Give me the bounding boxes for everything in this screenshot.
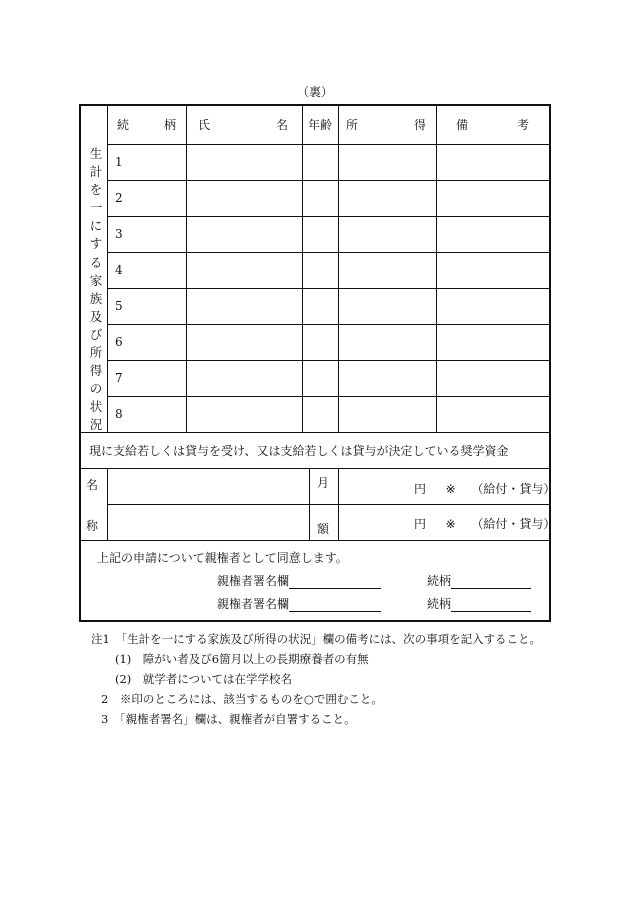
signature-label: 親権者署名欄: [217, 597, 290, 611]
scholarship-amount-label: 月: [317, 476, 330, 490]
scholarship-name-label: 名: [86, 478, 99, 492]
header-income: 所 得: [346, 117, 426, 132]
row-number: 3: [115, 227, 123, 241]
signature-label: 親権者署名欄: [217, 574, 290, 588]
grant-loan-option: （給付・貸与）: [471, 517, 556, 531]
header-age: 年齢: [307, 117, 332, 132]
note-3: 3 「親権者署名」欄は、親権者が自署すること。: [101, 712, 356, 726]
yen-label: 円: [414, 482, 427, 496]
amount-row: [414, 515, 555, 532]
scholarship-name-label: 称: [86, 519, 99, 533]
consent-statement: 上記の申請について親権者として同意します。: [97, 551, 348, 565]
guardian-signature-row: [217, 572, 381, 589]
row-number: 8: [115, 407, 123, 421]
note-1-2: (2) 就学者については在学学校名: [115, 672, 293, 686]
section-rule: [79, 468, 551, 469]
row-number: 5: [115, 299, 123, 313]
amount-row: [414, 480, 555, 497]
relation-field[interactable]: [451, 574, 531, 589]
section-rule: [79, 540, 551, 541]
column-rule: [107, 468, 108, 540]
row-number: 2: [115, 191, 123, 205]
asterisk-mark: ※: [445, 517, 456, 531]
column-rule: [302, 104, 303, 432]
signature-field[interactable]: [289, 574, 381, 589]
family-income-side-label: 生 計 を 一 に す る 家 族 及 び 所 得 の 状 況: [89, 146, 103, 433]
relation-label: 続柄: [427, 574, 452, 588]
guardian-relation-row: [427, 595, 531, 612]
guardian-signature-row: [217, 595, 381, 612]
relation-field[interactable]: [451, 597, 531, 612]
column-rule: [338, 104, 339, 432]
header-remarks: 備 考: [456, 117, 529, 132]
note-2: 2 ※印のところには、該当するものを○で囲むこと。: [101, 692, 383, 706]
header-name: 氏 名: [198, 117, 288, 132]
column-rule: [309, 468, 310, 540]
header-relation: 続 柄: [117, 117, 176, 132]
yen-label: 円: [414, 517, 427, 531]
column-rule: [186, 104, 187, 432]
guardian-relation-row: [427, 572, 531, 589]
row-number: 4: [115, 263, 123, 277]
column-rule: [436, 104, 437, 432]
column-rule: [338, 468, 339, 540]
asterisk-mark: ※: [445, 482, 456, 496]
note-1-1: (1) 障がい者及び6箇月以上の長期療養者の有無: [115, 652, 369, 666]
page-title: （裏）: [296, 85, 333, 99]
scholarship-rule: [107, 504, 551, 505]
signature-field[interactable]: [289, 597, 381, 612]
grant-loan-option: （給付・貸与）: [471, 482, 556, 496]
relation-label: 続柄: [427, 597, 452, 611]
row-number: 6: [115, 335, 123, 349]
scholarship-amount-label: 額: [317, 522, 330, 536]
scholarship-heading: 現に支給若しくは貸与を受け、又は支給若しくは貸与が決定している奨学資金: [89, 443, 509, 458]
row-number: 7: [115, 371, 123, 385]
row-number: 1: [115, 155, 123, 169]
note-1: 注1 「生計を一にする家族及び所得の状況」欄の備考には、次の事項を記入すること。: [91, 632, 542, 646]
